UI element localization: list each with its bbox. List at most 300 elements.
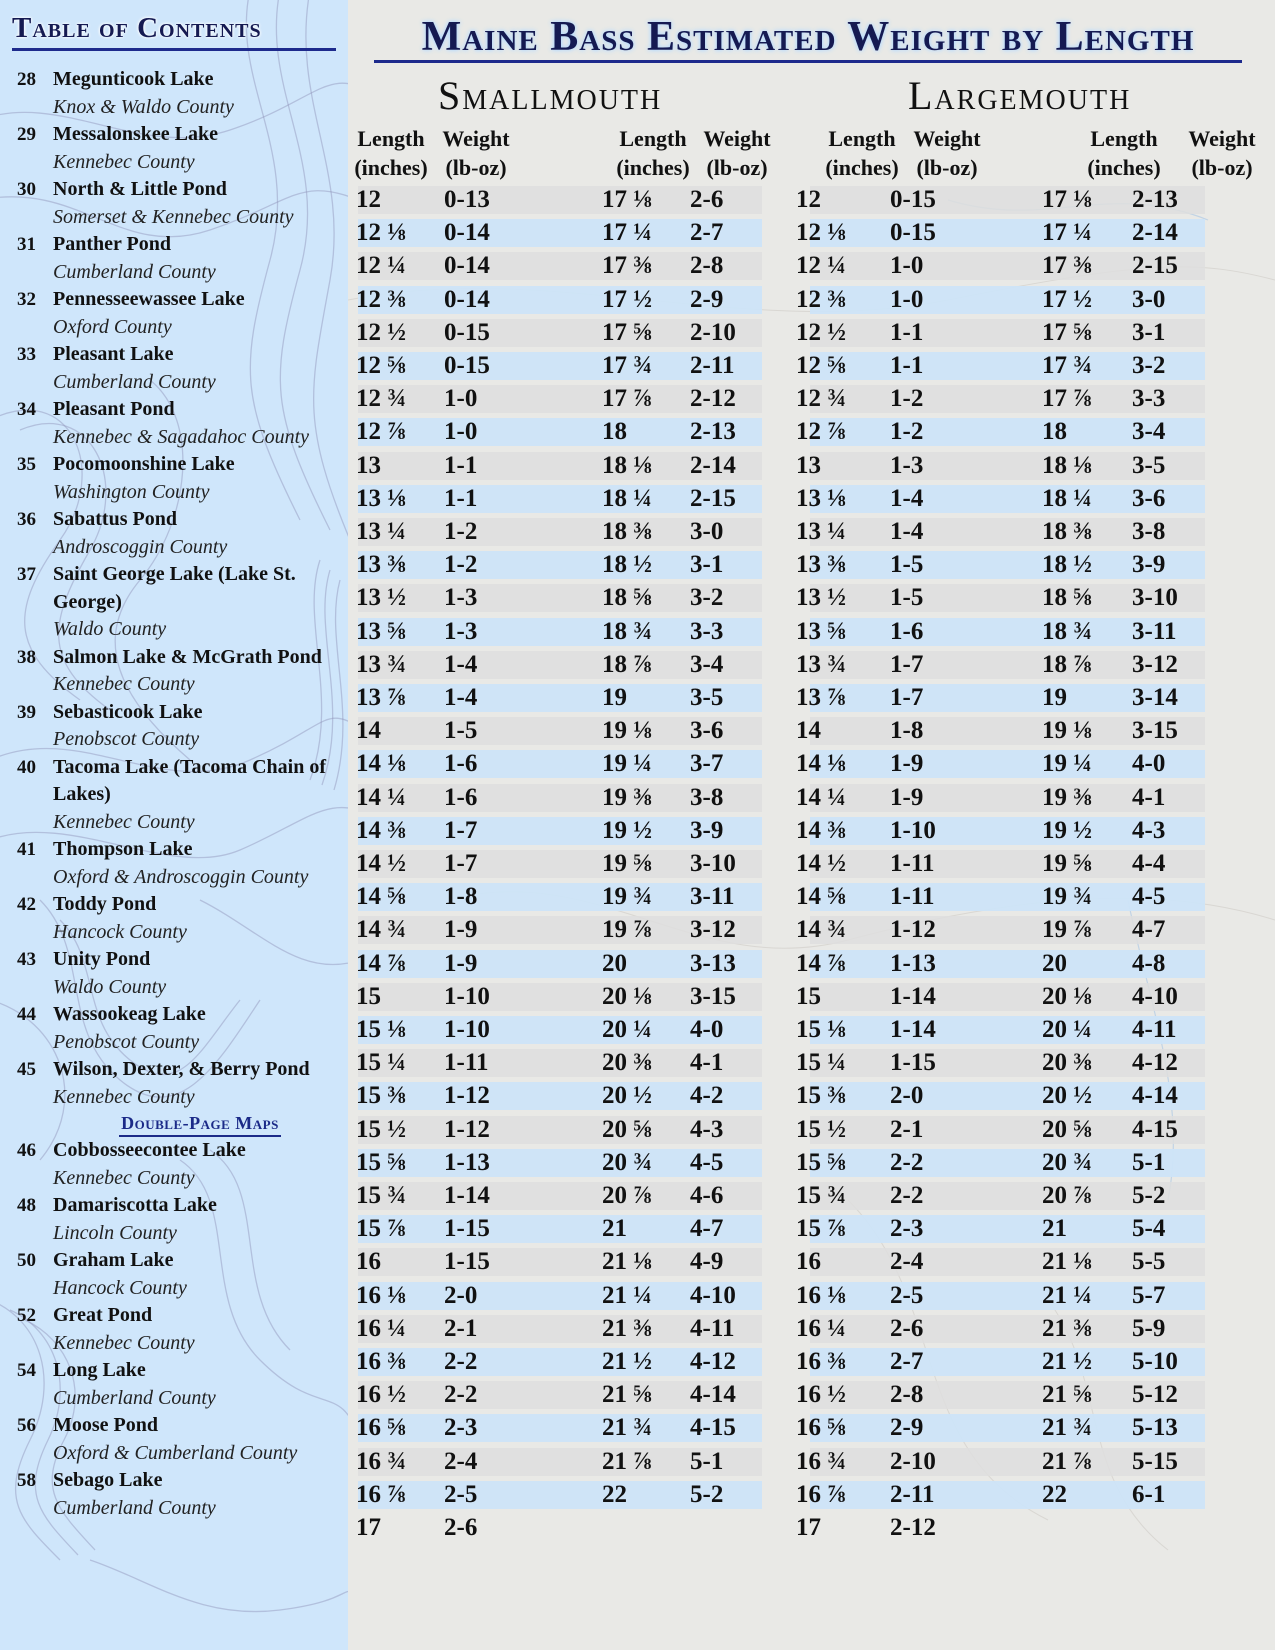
smallmouth-length-cell: 14 ⅜	[356, 816, 406, 844]
largemouth-length-cell: 13 ¼	[796, 518, 846, 545]
toc-lake-name: North & Little Pond	[53, 178, 227, 200]
smallmouth-length-cell: 12 ¼	[356, 252, 406, 280]
toc-county: Cumberland County	[53, 260, 216, 283]
smallmouth-weight-cell: 2-4	[444, 1447, 478, 1475]
smallmouth-length-cell: 13 ⅛	[356, 484, 406, 512]
smallmouth-weight-cell: 1-15	[444, 1248, 490, 1276]
largemouth-weight-cell: 1-8	[890, 717, 924, 745]
smallmouth-weight-cell: 1-10	[444, 982, 490, 1010]
smallmouth-weight-cell: 1-13	[444, 1148, 490, 1176]
toc-item[interactable]	[17, 836, 347, 891]
largemouth-weight-cell: 1-0	[890, 285, 924, 313]
toc-lake-name: Thompson Lake	[53, 838, 193, 860]
smallmouth-weight-cell: 1-9	[444, 949, 478, 977]
largemouth-length-cell: 18	[1042, 418, 1067, 446]
toc-item[interactable]	[17, 644, 347, 699]
smallmouth-length-cell: 15 ½	[356, 1115, 406, 1143]
largemouth-length-cell: 12 ¾	[796, 385, 846, 413]
smallmouth-length-cell: 16 ⅞	[356, 1480, 406, 1508]
smallmouth-weight-cell: 4-10	[690, 1281, 736, 1309]
smallmouth-length-cell: 21 ⅜	[602, 1314, 652, 1342]
smallmouth-weight-cell: 0-13	[444, 186, 490, 213]
smallmouth-weight-cell: 2-14	[690, 451, 736, 479]
largemouth-weight-cell: 4-14	[1132, 1082, 1178, 1110]
toc-county: Kennebec County	[53, 1085, 195, 1108]
toc-item[interactable]	[17, 121, 347, 176]
largemouth-weight-cell: 5-13	[1132, 1414, 1178, 1442]
smallmouth-weight-cell: 2-11	[690, 352, 735, 379]
toc-title: Table of Contents	[12, 12, 336, 51]
largemouth-length-cell: 14 ½	[796, 850, 846, 877]
largemouth-weight-cell: 5-1	[1132, 1148, 1166, 1176]
smallmouth-weight-cell: 2-10	[690, 318, 736, 346]
toc-item[interactable]	[17, 1302, 347, 1357]
column-header-length	[603, 124, 703, 182]
smallmouth-weight-cell: 2-6	[444, 1514, 478, 1541]
largemouth-weight-cell: 1-13	[890, 949, 936, 977]
largemouth-weight-cell: 3-8	[1132, 518, 1166, 545]
smallmouth-weight-cell: 4-9	[690, 1248, 724, 1276]
largemouth-weight-cell: 2-7	[890, 1348, 924, 1375]
smallmouth-weight-cell: 2-3	[444, 1414, 478, 1442]
toc-lake-name: Tacoma Lake (Tacoma Chain of Lakes)	[53, 755, 326, 805]
largemouth-weight-cell: 1-14	[890, 982, 936, 1010]
largemouth-length-cell: 13 ¾	[796, 650, 846, 678]
largemouth-weight-cell: 2-2	[890, 1148, 924, 1176]
toc-county: Cumberland County	[53, 1496, 216, 1519]
smallmouth-length-cell: 16 ¾	[356, 1447, 406, 1475]
toc-item[interactable]	[17, 1467, 347, 1522]
header-length-label: Length	[828, 126, 896, 151]
toc-county: Cumberland County	[53, 1386, 216, 1409]
largemouth-length-cell: 16 ⅛	[796, 1281, 846, 1309]
page-title: Maine Bass Estimated Weight by Length	[374, 14, 1242, 63]
largemouth-length-cell: 15 ½	[796, 1115, 846, 1143]
largemouth-weight-cell: 5-4	[1132, 1215, 1166, 1243]
smallmouth-weight-cell: 3-3	[690, 617, 724, 645]
toc-page-number: 40	[17, 756, 36, 778]
smallmouth-weight-cell: 2-2	[444, 1381, 478, 1409]
largemouth-weight-cell: 5-7	[1132, 1281, 1166, 1309]
smallmouth-length-cell: 20	[602, 949, 627, 977]
toc-lake-name: Pleasant Pond	[53, 398, 175, 420]
smallmouth-weight-cell: 1-4	[444, 650, 478, 678]
largemouth-weight-cell: 1-7	[890, 650, 924, 678]
smallmouth-weight-cell: 1-7	[444, 850, 478, 877]
largemouth-weight-cell: 2-3	[890, 1215, 924, 1243]
largemouth-length-cell: 19 ⅜	[1042, 783, 1092, 811]
largemouth-length-cell: 12 ⅛	[796, 219, 846, 247]
toc-item[interactable]	[17, 1357, 347, 1412]
header-length-unit: (inches)	[616, 155, 690, 180]
smallmouth-length-cell: 17 ⅜	[602, 252, 652, 280]
largemouth-weight-cell: 1-1	[890, 318, 924, 346]
largemouth-length-cell: 19	[1042, 684, 1067, 711]
smallmouth-length-cell: 14 ⅞	[356, 949, 406, 977]
largemouth-length-cell: 13 ⅜	[796, 551, 846, 579]
largemouth-weight-cell: 2-6	[890, 1314, 924, 1342]
smallmouth-weight-cell: 4-2	[690, 1082, 724, 1110]
largemouth-weight-cell: 3-2	[1132, 352, 1166, 379]
toc-page-number: 35	[17, 454, 36, 475]
smallmouth-length-cell: 12 ⅜	[356, 285, 406, 313]
smallmouth-length-cell: 18 ⅞	[602, 650, 652, 678]
largemouth-length-cell: 19 ½	[1042, 816, 1092, 844]
smallmouth-weight-cell: 3-5	[690, 684, 724, 711]
largemouth-weight-cell: 0-15	[890, 186, 936, 213]
smallmouth-length-cell: 17	[356, 1514, 381, 1541]
header-length-label: Length	[619, 126, 687, 151]
header-length-unit: (inches)	[1087, 155, 1161, 180]
largemouth-weight-cell: 1-15	[890, 1049, 936, 1077]
smallmouth-length-cell: 18 ⅜	[602, 518, 652, 545]
smallmouth-weight-cell: 2-8	[690, 252, 724, 280]
toc-page-number: 58	[17, 1470, 36, 1491]
smallmouth-weight-cell: 1-9	[444, 916, 478, 944]
smallmouth-length-cell: 18 ½	[602, 551, 652, 579]
smallmouth-length-cell: 17 ⅛	[602, 186, 652, 213]
toc-item[interactable]	[17, 231, 347, 286]
toc-lake-name: Damariscotta Lake	[53, 1194, 217, 1216]
largemouth-weight-cell: 1-9	[890, 783, 924, 811]
smallmouth-length-cell: 21 ½	[602, 1348, 652, 1375]
toc-item[interactable]	[17, 1137, 347, 1192]
smallmouth-weight-cell: 1-3	[444, 617, 478, 645]
smallmouth-length-cell: 13	[356, 451, 381, 479]
smallmouth-weight-cell: 2-9	[690, 285, 724, 313]
largemouth-weight-cell: 3-1	[1132, 318, 1166, 346]
header-length-label: Length	[357, 126, 425, 151]
toc-lake-name: Panther Pond	[53, 233, 171, 255]
smallmouth-weight-cell: 1-3	[444, 584, 478, 612]
smallmouth-weight-cell: 1-2	[444, 518, 478, 545]
smallmouth-length-cell: 20 ¾	[602, 1148, 652, 1176]
header-weight-unit: (lb-oz)	[916, 155, 978, 180]
smallmouth-length-cell: 18 ⅛	[602, 451, 652, 479]
toc-lake-name: Toddy Pond	[53, 893, 157, 915]
smallmouth-length-cell: 17 ½	[602, 285, 652, 313]
largemouth-weight-cell: 4-3	[1132, 816, 1166, 844]
largemouth-length-cell: 17 ⅜	[1042, 252, 1092, 280]
smallmouth-weight-cell: 1-1	[444, 484, 478, 512]
toc-county: Kennebec County	[53, 1331, 195, 1354]
toc-page-number: 38	[17, 646, 36, 668]
toc-lake-name: Sebasticook Lake	[53, 700, 203, 723]
largemouth-weight-cell: 5-12	[1132, 1381, 1178, 1409]
largemouth-length-cell: 15 ⅝	[796, 1148, 846, 1176]
toc-lake-name: Cobbosseecontee Lake	[53, 1139, 246, 1161]
smallmouth-length-cell: 13 ⅝	[356, 617, 406, 645]
smallmouth-weight-cell: 3-0	[690, 518, 724, 545]
smallmouth-length-cell: 16	[356, 1248, 381, 1276]
largemouth-length-cell: 12	[796, 186, 821, 213]
largemouth-weight-cell: 5-10	[1132, 1348, 1178, 1375]
toc-lake-name: Megunticook Lake	[53, 68, 214, 90]
largemouth-weight-cell: 2-5	[890, 1281, 924, 1309]
toc-item[interactable]	[17, 699, 347, 754]
largemouth-weight-cell: 2-13	[1132, 186, 1178, 213]
largemouth-weight-cell: 5-2	[1132, 1182, 1166, 1209]
smallmouth-weight-cell: 4-7	[690, 1215, 724, 1243]
toc-page-number: 28	[17, 69, 36, 90]
double-page-maps-heading: Double-Page Maps	[119, 1111, 281, 1137]
smallmouth-length-cell: 21 ⅞	[602, 1447, 652, 1475]
table-of-contents-panel	[0, 0, 348, 1650]
smallmouth-weight-cell: 3-13	[690, 949, 736, 977]
largemouth-length-cell: 21 ⅜	[1042, 1314, 1092, 1342]
toc-item[interactable]	[17, 396, 347, 451]
smallmouth-weight-cell: 3-4	[690, 650, 724, 678]
toc-item[interactable]	[17, 506, 347, 561]
largemouth-heading: Largemouth	[908, 73, 1132, 118]
header-weight-unit: (lb-oz)	[706, 155, 768, 180]
smallmouth-weight-cell: 3-9	[690, 816, 724, 844]
largemouth-length-cell: 12 ⅜	[796, 285, 846, 313]
largemouth-weight-cell: 1-9	[890, 750, 924, 778]
smallmouth-weight-cell: 3-2	[690, 584, 724, 612]
smallmouth-weight-cell: 4-11	[690, 1314, 735, 1342]
smallmouth-length-cell: 19 ⅞	[602, 916, 652, 944]
largemouth-length-cell: 21 ¼	[1042, 1281, 1092, 1309]
toc-county: Oxford County	[53, 315, 172, 338]
toc-page-number: 37	[17, 564, 36, 585]
smallmouth-weight-cell: 3-6	[690, 717, 724, 745]
smallmouth-weight-cell: 1-12	[444, 1082, 490, 1110]
largemouth-length-cell: 21 ⅞	[1042, 1447, 1092, 1475]
largemouth-length-cell: 15 ¼	[796, 1049, 846, 1077]
largemouth-weight-cell: 2-11	[890, 1480, 935, 1508]
largemouth-weight-cell: 4-11	[1132, 1016, 1177, 1043]
toc-page-number: 39	[17, 701, 36, 723]
smallmouth-length-cell: 13 ¾	[356, 650, 406, 678]
largemouth-weight-cell: 2-2	[890, 1182, 924, 1209]
header-weight-unit: (lb-oz)	[445, 155, 507, 180]
smallmouth-length-cell: 17 ¼	[602, 219, 652, 247]
smallmouth-weight-cell: 4-12	[690, 1348, 736, 1375]
largemouth-weight-cell: 2-4	[890, 1248, 924, 1276]
smallmouth-length-cell: 20 ⅛	[602, 982, 652, 1010]
column-header-length	[812, 124, 912, 182]
largemouth-length-cell: 21 ¾	[1042, 1414, 1092, 1442]
toc-page-number: 30	[17, 179, 36, 200]
largemouth-length-cell: 20 ⅛	[1042, 982, 1092, 1010]
smallmouth-length-cell: 18 ¾	[602, 617, 652, 645]
largemouth-length-cell: 21 ½	[1042, 1348, 1092, 1375]
header-weight-label: Weight	[913, 126, 981, 151]
smallmouth-heading: Smallmouth	[438, 73, 663, 118]
toc-county: Kennebec County	[53, 810, 195, 833]
largemouth-weight-cell: 4-7	[1132, 916, 1166, 944]
toc-lake-name: Moose Pond	[53, 1414, 158, 1436]
smallmouth-weight-cell: 2-0	[444, 1281, 478, 1309]
smallmouth-weight-cell: 1-1	[444, 451, 478, 479]
smallmouth-length-cell: 21 ¼	[602, 1281, 652, 1309]
smallmouth-length-cell: 18	[602, 418, 627, 446]
largemouth-length-cell: 16	[796, 1248, 821, 1276]
toc-county: Oxford & Cumberland County	[53, 1441, 298, 1464]
smallmouth-length-cell: 13 ¼	[356, 518, 406, 545]
toc-lake-name: Great Pond	[53, 1304, 153, 1326]
toc-lake-name: Unity Pond	[53, 948, 151, 970]
header-length-label: Length	[1090, 126, 1158, 151]
toc-item[interactable]	[17, 946, 347, 1001]
largemouth-weight-cell: 6-1	[1132, 1480, 1166, 1508]
largemouth-length-cell: 15 ⅛	[796, 1016, 846, 1043]
toc-lake-name: Pocomoonshine Lake	[53, 453, 235, 475]
largemouth-weight-cell: 4-12	[1132, 1049, 1178, 1077]
toc-county: Lincoln County	[53, 1221, 177, 1244]
toc-item[interactable]	[17, 1247, 347, 1302]
smallmouth-weight-cell: 4-3	[690, 1115, 724, 1143]
smallmouth-weight-cell: 3-15	[690, 982, 736, 1010]
smallmouth-weight-cell: 1-5	[444, 717, 478, 745]
largemouth-length-cell: 22	[1042, 1480, 1067, 1508]
header-length-unit: (inches)	[354, 155, 428, 180]
largemouth-length-cell: 13 ⅛	[796, 484, 846, 512]
smallmouth-weight-cell: 2-7	[690, 219, 724, 247]
toc-item[interactable]	[17, 66, 347, 121]
toc-county: Knox & Waldo County	[53, 95, 234, 118]
largemouth-length-cell: 12 ¼	[796, 252, 846, 280]
smallmouth-weight-cell: 0-14	[444, 252, 490, 280]
largemouth-weight-cell: 0-15	[890, 219, 936, 247]
smallmouth-length-cell: 14 ¾	[356, 916, 406, 944]
toc-county: Kennebec County	[53, 150, 195, 173]
largemouth-length-cell: 21 ⅛	[1042, 1248, 1092, 1276]
largemouth-length-cell: 17	[796, 1514, 821, 1541]
toc-county: Waldo County	[53, 975, 167, 998]
toc-item[interactable]	[17, 754, 347, 837]
header-length-unit: (inches)	[825, 155, 899, 180]
smallmouth-weight-cell: 0-15	[444, 318, 490, 346]
toc-item[interactable]	[17, 286, 347, 341]
toc-lake-name: Wilson, Dexter, & Berry Pond	[53, 1058, 310, 1080]
largemouth-length-cell: 14 ⅝	[796, 883, 846, 911]
smallmouth-weight-cell: 3-8	[690, 783, 724, 811]
largemouth-length-cell: 19 ⅝	[1042, 850, 1092, 877]
smallmouth-length-cell: 12	[356, 186, 381, 213]
toc-page-number: 33	[17, 344, 36, 365]
smallmouth-length-cell: 19 ¼	[602, 750, 652, 778]
toc-item[interactable]	[17, 176, 347, 231]
smallmouth-weight-cell: 1-8	[444, 883, 478, 911]
largemouth-weight-cell: 1-3	[890, 451, 924, 479]
toc-item[interactable]	[17, 1412, 347, 1467]
largemouth-length-cell: 13 ½	[796, 584, 846, 612]
toc-item[interactable]	[17, 561, 347, 644]
largemouth-weight-cell: 1-11	[890, 850, 935, 877]
smallmouth-length-cell: 14	[356, 717, 381, 745]
header-weight-label: Weight	[1188, 126, 1256, 151]
toc-lake-name: Pleasant Lake	[53, 343, 174, 365]
smallmouth-weight-cell: 3-10	[690, 850, 736, 877]
largemouth-length-cell: 15 ⅜	[796, 1082, 846, 1110]
largemouth-weight-cell: 1-7	[890, 684, 924, 711]
smallmouth-weight-cell: 0-14	[444, 285, 490, 313]
toc-item[interactable]	[17, 341, 347, 396]
toc-county: Hancock County	[53, 920, 187, 943]
toc-page-number: 50	[17, 1250, 36, 1271]
smallmouth-length-cell: 21 ⅛	[602, 1248, 652, 1276]
smallmouth-weight-cell: 2-2	[444, 1348, 478, 1375]
largemouth-length-cell: 18 ⅜	[1042, 518, 1092, 545]
toc-item[interactable]	[17, 451, 347, 506]
smallmouth-length-cell: 16 ⅛	[356, 1281, 406, 1309]
largemouth-length-cell: 17 ¾	[1042, 352, 1092, 379]
largemouth-weight-cell: 1-0	[890, 252, 924, 280]
toc-county: Waldo County	[53, 618, 167, 640]
largemouth-weight-cell: 1-1	[890, 352, 924, 379]
toc-lake-name: Salmon Lake & McGrath Pond	[53, 645, 322, 668]
toc-page-number: 45	[17, 1059, 36, 1080]
largemouth-weight-cell: 1-12	[890, 916, 936, 944]
toc-item[interactable]	[17, 1192, 347, 1247]
largemouth-length-cell: 14 ⅛	[796, 750, 846, 778]
largemouth-length-cell: 18 ¼	[1042, 484, 1092, 512]
smallmouth-weight-cell: 1-2	[444, 551, 478, 579]
largemouth-length-cell: 20 ⅝	[1042, 1115, 1092, 1143]
toc-item[interactable]	[17, 1056, 347, 1111]
largemouth-weight-cell: 2-12	[890, 1514, 936, 1541]
largemouth-weight-cell: 3-9	[1132, 551, 1166, 579]
toc-page-number: 56	[17, 1415, 36, 1436]
largemouth-length-cell: 19 ⅛	[1042, 717, 1092, 745]
largemouth-length-cell: 18 ¾	[1042, 617, 1092, 645]
smallmouth-length-cell: 18 ⅝	[602, 584, 652, 612]
smallmouth-length-cell: 14 ⅝	[356, 883, 406, 911]
toc-item[interactable]	[17, 1001, 347, 1056]
smallmouth-length-cell: 19 ⅜	[602, 783, 652, 811]
largemouth-length-cell: 12 ½	[796, 318, 846, 346]
column-header-length	[1074, 124, 1174, 182]
smallmouth-length-cell: 18 ¼	[602, 484, 652, 512]
largemouth-weight-cell: 2-9	[890, 1414, 924, 1442]
largemouth-length-cell: 18 ⅛	[1042, 451, 1092, 479]
largemouth-length-cell: 16 ½	[796, 1381, 846, 1409]
largemouth-weight-cell: 3-4	[1132, 418, 1166, 446]
largemouth-length-cell: 15 ¾	[796, 1182, 846, 1209]
largemouth-length-cell: 16 ¾	[796, 1447, 846, 1475]
smallmouth-weight-cell: 3-12	[690, 916, 736, 944]
smallmouth-weight-cell: 1-6	[444, 783, 478, 811]
smallmouth-length-cell: 12 ¾	[356, 385, 406, 413]
toc-item[interactable]	[17, 891, 347, 946]
toc-county: Penobscot County	[53, 1030, 200, 1053]
smallmouth-weight-cell: 0-15	[444, 352, 490, 379]
toc-page-number: 48	[17, 1195, 36, 1216]
toc-county: Androscoggin County	[53, 535, 228, 558]
largemouth-weight-cell: 3-6	[1132, 484, 1166, 512]
largemouth-weight-cell: 2-14	[1132, 219, 1178, 247]
smallmouth-length-cell: 15 ⅛	[356, 1016, 406, 1043]
smallmouth-weight-cell: 5-2	[690, 1480, 724, 1508]
smallmouth-weight-cell: 2-5	[444, 1480, 478, 1508]
smallmouth-length-cell: 12 ½	[356, 318, 406, 346]
largemouth-length-cell: 17 ⅝	[1042, 318, 1092, 346]
largemouth-length-cell: 16 ¼	[796, 1314, 846, 1342]
smallmouth-weight-cell: 1-0	[444, 418, 478, 446]
smallmouth-weight-cell: 4-0	[690, 1016, 724, 1043]
smallmouth-weight-cell: 2-6	[690, 186, 724, 213]
largemouth-length-cell: 15 ⅞	[796, 1215, 846, 1243]
largemouth-weight-cell: 3-14	[1132, 684, 1178, 711]
largemouth-length-cell: 20 ⅞	[1042, 1182, 1092, 1209]
toc-county: Kennebec County	[53, 673, 195, 695]
smallmouth-length-cell: 19 ⅛	[602, 717, 652, 745]
largemouth-length-cell: 18 ½	[1042, 551, 1092, 579]
smallmouth-weight-cell: 2-15	[690, 484, 736, 512]
largemouth-length-cell: 16 ⅝	[796, 1414, 846, 1442]
